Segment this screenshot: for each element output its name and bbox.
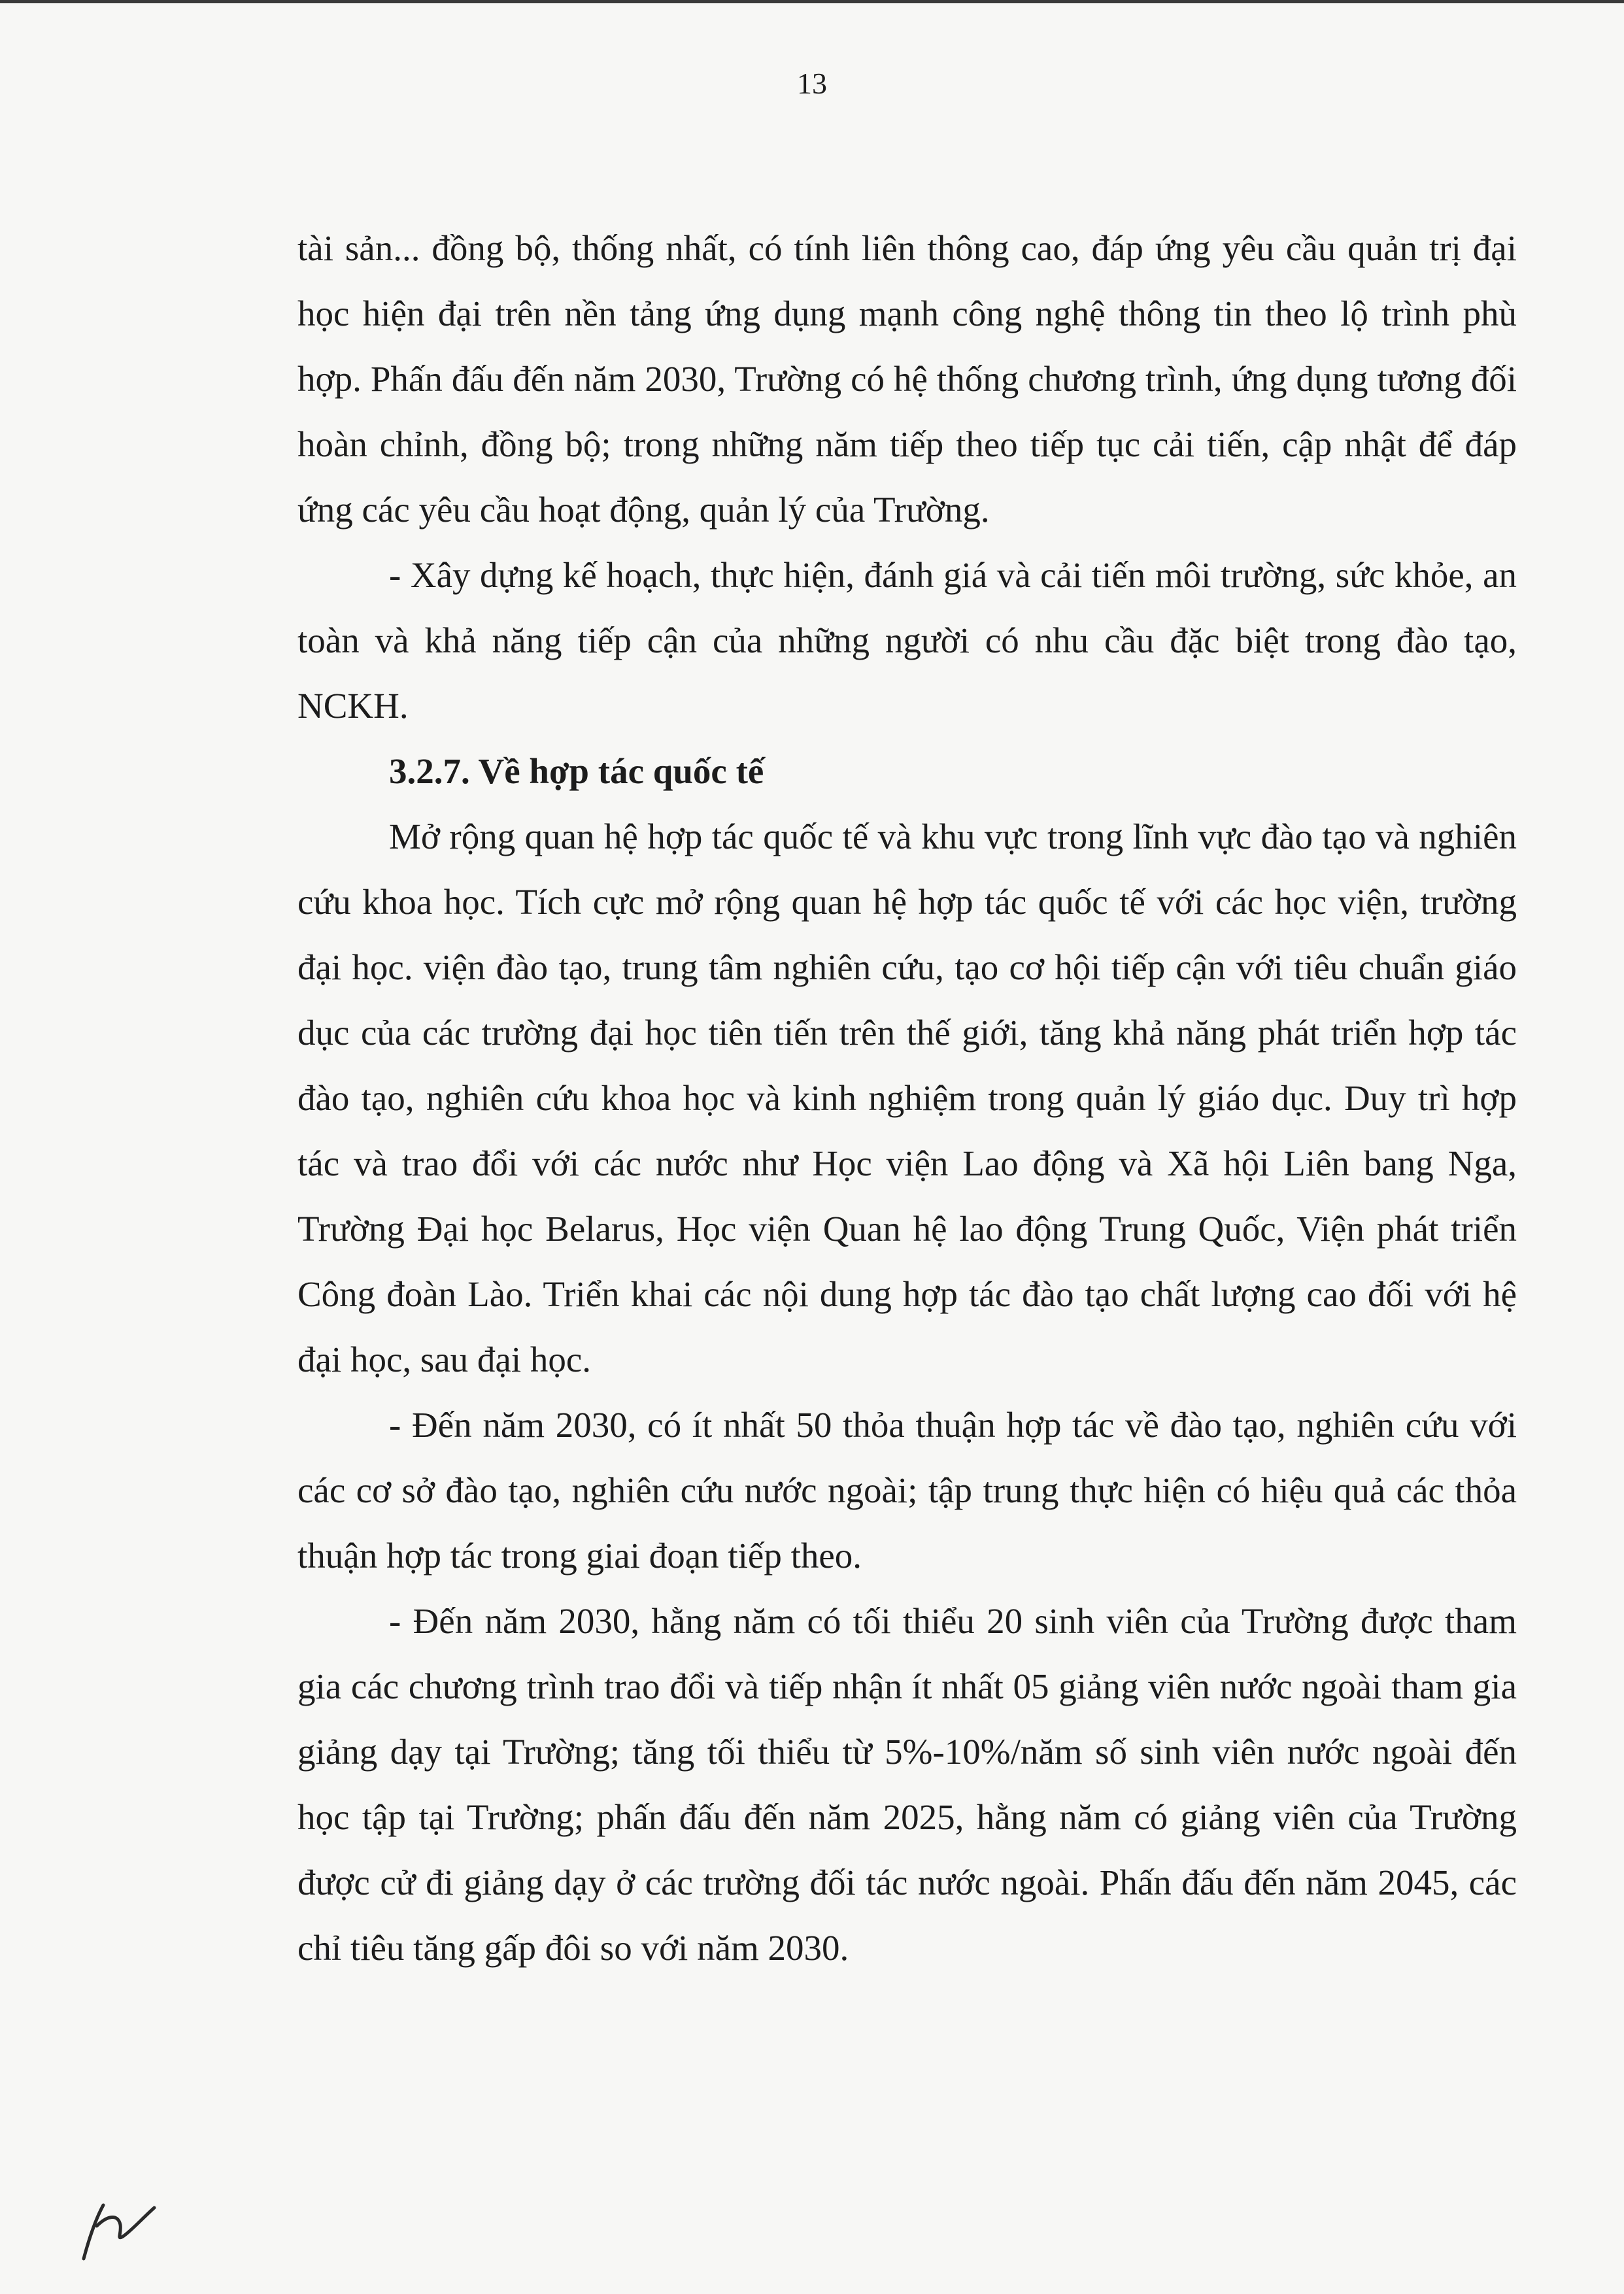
paragraph-environment-safety: - Xây dựng kế hoạch, thực hiện, đánh giá và cải tiến môi trường, sức khỏe, an toàn và khả năng tiếp cận của những người có nhu cầu đặc biệt trong đào tạo, NCKH. <box>297 555 1517 726</box>
handwritten-initial-mark <box>77 2193 162 2265</box>
page-number: 13 <box>797 67 827 100</box>
top-border-line <box>0 0 1624 3</box>
section-heading-international-cooperation: 3.2.7. Về hợp tác quốc tế <box>389 751 764 791</box>
document-body <box>297 216 1517 1981</box>
paragraph-cooperation-expansion: Mở rộng quan hệ hợp tác quốc tế và khu vực trong lĩnh vực đào tạo và nghiên cứu khoa học. Tích cực mở rộng quan hệ hợp tác quốc tế với các học viện, trường đại học. viện đào tạo, trung tâm nghiên cứu, tạo cơ hội tiếp cận với tiêu chuẩn giáo dục của các trường đại học tiên tiến trên thế giới, tăng khả năng phát triển hợp tác đào tạo, nghiên cứu khoa học và kinh nghiệm trong quản lý giáo dục. Duy trì hợp tác và trao đổi với các nước như Học viện Lao động và Xã hội Liên bang Nga, Trường Đại học Belarus, Học viện Quan hệ lao động Trung Quốc, Viện phát triển Công đoàn Lào. Triển khai các nội dung hợp tác đào tạo chất lượng cao đối với hệ đại học, sau đại học. <box>297 817 1517 1379</box>
paragraph-exchange-targets: - Đến năm 2030, hằng năm có tối thiểu 20 sinh viên của Trường được tham gia các chương trình trao đổi và tiếp nhận ít nhất 05 giảng viên nước ngoài tham gia giảng dạy tại Trường; tăng tối thiểu từ 5%-10%/năm số sinh viên nước ngoài đến học tập tại Trường; phấn đấu đến năm 2025, hằng năm có giảng viên của Trường được cử đi giảng dạy ở các trường đối tác nước ngoài. Phấn đấu đến năm 2045, các chỉ tiêu tăng gấp đôi so với năm 2030. <box>297 1601 1517 1968</box>
paragraph-it-systems: tài sản... đồng bộ, thống nhất, có tính liên thông cao, đáp ứng yêu cầu quản trị đại học hiện đại trên nền tảng ứng dụng mạnh công nghệ thông tin theo lộ trình phù hợp. Phấn đấu đến năm 2030, Trường có hệ thống chương trình, ứng dụng tương đối hoàn chỉnh, đồng bộ; trong những năm tiếp theo tiếp tục cải tiến, cập nhật để đáp ứng các yêu cầu hoạt động, quản lý của Trường. <box>297 228 1517 530</box>
paragraph-cooperation-agreements: - Đến năm 2030, có ít nhất 50 thỏa thuận hợp tác về đào tạo, nghiên cứu với các cơ sở đào tạo, nghiên cứu nước ngoài; tập trung thực hiện có hiệu quả các thỏa thuận hợp tác trong giai đoạn tiếp theo. <box>297 1405 1517 1576</box>
